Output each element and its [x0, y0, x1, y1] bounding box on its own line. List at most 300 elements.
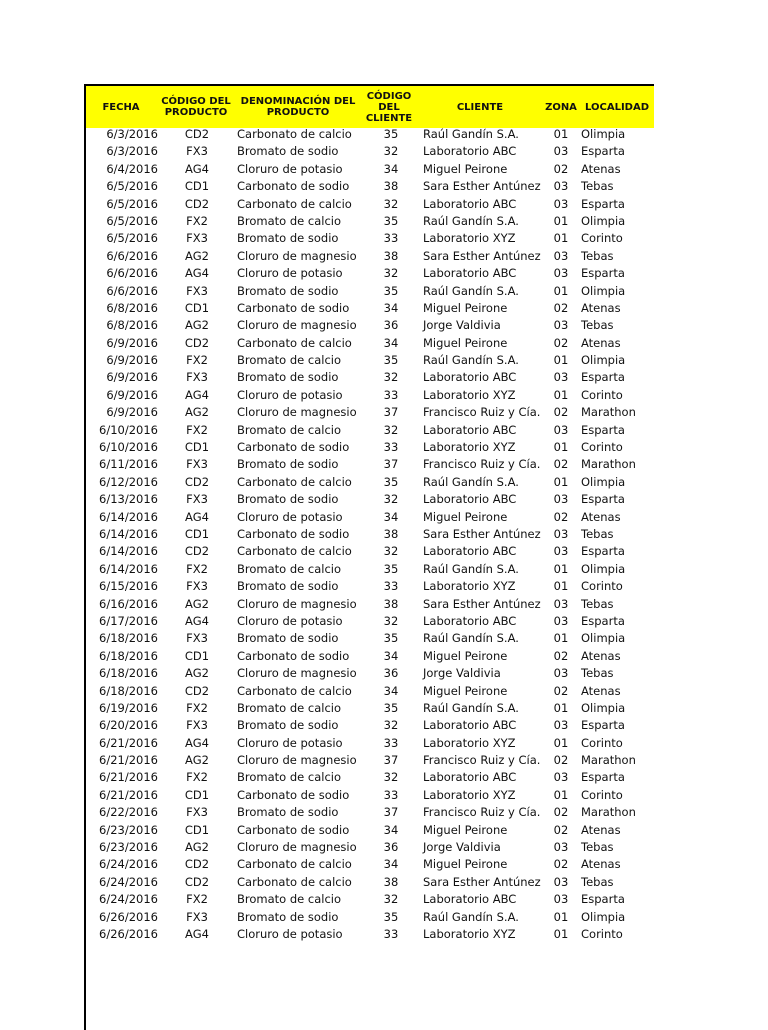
localidad-cell: Tebas	[581, 666, 614, 681]
header-codigo-producto	[156, 86, 236, 128]
codigo-producto-cell: CD2	[184, 683, 210, 698]
localidad-cell: Corinto	[581, 579, 623, 594]
fecha-cell: 6/22/2016	[99, 805, 158, 820]
cliente-cell: Laboratorio ABC	[423, 266, 517, 281]
localidad-cell: Olimpia	[581, 700, 626, 715]
cliente-cell: Sara Esther Antúnez	[423, 596, 541, 611]
denominacion-cell: Bromato de sodio	[237, 370, 339, 385]
codigo-producto-cell: CD1	[184, 440, 210, 455]
zona-cell: 03	[553, 266, 569, 281]
codigo-cliente-cell: 34	[383, 335, 399, 350]
denominacion-cell: Carbonato de sodio	[237, 440, 350, 455]
cliente-cell: Laboratorio ABC	[423, 770, 517, 785]
zona-cell: 01	[553, 909, 569, 924]
localidad-cell: Atenas	[581, 509, 621, 524]
denominacion-cell: Bromato de sodio	[237, 492, 339, 507]
table-row	[86, 369, 656, 386]
zona-cell: 03	[553, 248, 569, 263]
zona-cell: 02	[553, 857, 569, 872]
codigo-cliente-cell: 35	[383, 127, 399, 141]
codigo-producto-cell: AG4	[185, 735, 209, 750]
cliente-cell: Laboratorio ABC	[423, 370, 517, 385]
cliente-cell: Laboratorio XYZ	[423, 579, 516, 594]
table-row	[86, 909, 656, 926]
fecha-cell: 6/11/2016	[99, 457, 158, 472]
codigo-producto-cell: FX3	[186, 805, 208, 820]
fecha-cell: 6/9/2016	[106, 405, 158, 420]
zona-cell: 02	[553, 805, 569, 820]
denominacion-cell: Carbonato de calcio	[237, 335, 352, 350]
codigo-cliente-cell: 33	[383, 787, 399, 802]
table-row	[86, 352, 656, 369]
fecha-cell: 6/6/2016	[106, 248, 158, 263]
zona-cell: 03	[553, 613, 569, 628]
table-row	[86, 752, 656, 769]
localidad-cell: Esparta	[581, 492, 625, 507]
table-row	[86, 804, 656, 821]
zona-cell: 02	[553, 405, 569, 420]
codigo-producto-cell: CD2	[184, 544, 210, 559]
cliente-cell: Miguel Peirone	[423, 300, 508, 315]
denominacion-cell: Cloruro de magnesio	[237, 248, 357, 263]
table-row	[86, 509, 656, 526]
table-row	[86, 439, 656, 456]
zona-cell: 03	[553, 596, 569, 611]
header-fecha: FECHA	[102, 101, 140, 113]
codigo-cliente-cell: 36	[383, 666, 399, 681]
codigo-producto-cell: AG2	[185, 596, 209, 611]
codigo-cliente-cell: 35	[383, 353, 399, 368]
table-row	[86, 317, 656, 334]
table-row	[86, 630, 656, 647]
codigo-producto-cell: FX2	[186, 892, 208, 907]
localidad-cell: Tebas	[581, 874, 614, 889]
codigo-producto-cell: CD1	[184, 526, 210, 541]
fecha-cell: 6/15/2016	[99, 579, 158, 594]
zona-cell: 03	[553, 892, 569, 907]
table-row	[86, 874, 656, 891]
codigo-producto-cell: FX3	[186, 631, 208, 646]
fecha-cell: 6/3/2016	[106, 127, 158, 141]
codigo-cliente-cell: 37	[383, 805, 399, 820]
fecha-cell: 6/23/2016	[99, 840, 158, 855]
header-denominacion	[234, 86, 362, 128]
cliente-cell: Miguel Peirone	[423, 822, 508, 837]
localidad-cell: Olimpia	[581, 213, 626, 228]
cliente-cell: Raúl Gandín S.A.	[423, 213, 519, 228]
fecha-cell: 6/14/2016	[99, 561, 158, 576]
codigo-producto-cell: FX2	[186, 353, 208, 368]
denominacion-cell: Carbonato de calcio	[237, 857, 352, 872]
cliente-cell: Laboratorio ABC	[423, 544, 517, 559]
denominacion-cell: Bromato de sodio	[237, 144, 339, 159]
table-row	[86, 474, 656, 491]
zona-cell: 01	[553, 353, 569, 368]
codigo-cliente-cell: 35	[383, 474, 399, 489]
table-row	[86, 283, 656, 300]
denominacion-cell: Cloruro de potasio	[237, 926, 343, 941]
fecha-cell: 6/5/2016	[106, 213, 158, 228]
fecha-cell: 6/9/2016	[106, 335, 158, 350]
codigo-producto-cell: CD2	[184, 857, 210, 872]
codigo-producto-cell: AG2	[185, 405, 209, 420]
zona-cell: 01	[553, 735, 569, 750]
table-row	[86, 822, 656, 839]
codigo-producto-cell: CD2	[184, 127, 210, 141]
localidad-cell: Corinto	[581, 387, 623, 402]
localidad-cell: Olimpia	[581, 474, 626, 489]
table-row	[86, 248, 656, 265]
codigo-producto-cell: FX2	[186, 213, 208, 228]
codigo-cliente-cell: 32	[383, 492, 399, 507]
cliente-cell: Raúl Gandín S.A.	[423, 700, 519, 715]
localidad-cell: Olimpia	[581, 561, 626, 576]
zona-cell: 03	[553, 196, 569, 211]
localidad-cell: Tebas	[581, 318, 614, 333]
table-row	[86, 769, 656, 786]
denominacion-cell: Carbonato de calcio	[237, 683, 352, 698]
zona-cell: 03	[553, 718, 569, 733]
denominacion-cell: Bromato de sodio	[237, 457, 339, 472]
fecha-cell: 6/10/2016	[99, 440, 158, 455]
table-row	[86, 717, 656, 734]
denominacion-cell: Carbonato de sodio	[237, 179, 350, 194]
localidad-cell: Marathon	[581, 405, 636, 420]
codigo-cliente-cell: 32	[383, 144, 399, 159]
zona-cell: 03	[553, 492, 569, 507]
denominacion-cell: Carbonato de calcio	[237, 127, 352, 141]
codigo-cliente-cell: 33	[383, 387, 399, 402]
fecha-cell: 6/13/2016	[99, 492, 158, 507]
localidad-cell: Tebas	[581, 596, 614, 611]
fecha-cell: 6/26/2016	[99, 926, 158, 941]
codigo-producto-cell: CD2	[184, 196, 210, 211]
denominacion-cell: Cloruro de magnesio	[237, 753, 357, 768]
cliente-cell: Laboratorio ABC	[423, 196, 517, 211]
table-left-border	[84, 86, 86, 128]
codigo-producto-cell: CD1	[184, 648, 210, 663]
cliente-cell: Raúl Gandín S.A.	[423, 127, 519, 141]
table-row	[86, 735, 656, 752]
codigo-cliente-cell: 32	[383, 544, 399, 559]
codigo-producto-cell: AG2	[185, 248, 209, 263]
codigo-producto-cell: FX3	[186, 579, 208, 594]
denominacion-cell: Cloruro de potasio	[237, 266, 343, 281]
denominacion-cell: Bromato de calcio	[237, 353, 341, 368]
localidad-cell: Corinto	[581, 787, 623, 802]
localidad-cell: Olimpia	[581, 283, 626, 298]
codigo-cliente-cell: 32	[383, 892, 399, 907]
codigo-cliente-cell: 32	[383, 266, 399, 281]
denominacion-cell: Cloruro de magnesio	[237, 666, 357, 681]
localidad-cell: Atenas	[581, 648, 621, 663]
table-row	[86, 335, 656, 352]
codigo-cliente-cell: 33	[383, 440, 399, 455]
header-localidad: LOCALIDAD	[584, 101, 650, 113]
zona-cell: 01	[553, 787, 569, 802]
codigo-cliente-cell: 34	[383, 161, 399, 176]
table-row	[86, 596, 656, 613]
denominacion-cell: Bromato de calcio	[237, 561, 341, 576]
codigo-cliente-cell: 38	[383, 596, 399, 611]
codigo-cliente-cell: 35	[383, 283, 399, 298]
denominacion-cell: Cloruro de potasio	[237, 613, 343, 628]
localidad-cell: Olimpia	[581, 631, 626, 646]
denominacion-cell: Cloruro de magnesio	[237, 596, 357, 611]
denominacion-cell: Bromato de sodio	[237, 718, 339, 733]
fecha-cell: 6/17/2016	[99, 613, 158, 628]
zona-cell: 01	[553, 474, 569, 489]
table-row	[86, 265, 656, 282]
fecha-cell: 6/24/2016	[99, 874, 158, 889]
cliente-cell: Francisco Ruiz y Cía.	[423, 805, 541, 820]
denominacion-cell: Bromato de sodio	[237, 805, 339, 820]
table-row	[86, 891, 656, 908]
cliente-cell: Laboratorio XYZ	[423, 387, 516, 402]
localidad-cell: Esparta	[581, 144, 625, 159]
codigo-cliente-cell: 32	[383, 370, 399, 385]
cliente-cell: Laboratorio XYZ	[423, 735, 516, 750]
codigo-producto-cell: FX2	[186, 770, 208, 785]
cliente-cell: Laboratorio ABC	[423, 613, 517, 628]
fecha-cell: 6/21/2016	[99, 753, 158, 768]
codigo-producto-cell: FX3	[186, 492, 208, 507]
zona-cell: 03	[553, 840, 569, 855]
localidad-cell: Atenas	[581, 857, 621, 872]
fecha-cell: 6/5/2016	[106, 179, 158, 194]
codigo-producto-cell: CD2	[184, 874, 210, 889]
fecha-cell: 6/16/2016	[99, 596, 158, 611]
cliente-cell: Francisco Ruiz y Cía.	[423, 457, 541, 472]
codigo-cliente-cell: 34	[383, 857, 399, 872]
zona-cell: 01	[553, 213, 569, 228]
codigo-producto-cell: AG2	[185, 753, 209, 768]
header-codigo-producto-line1: CÓDIGO DEL	[161, 96, 231, 107]
cliente-cell: Francisco Ruiz y Cía.	[423, 753, 541, 768]
zona-cell: 03	[553, 422, 569, 437]
table-row	[86, 926, 656, 943]
cliente-cell: Jorge Valdivia	[423, 666, 501, 681]
localidad-cell: Olimpia	[581, 353, 626, 368]
cliente-cell: Laboratorio ABC	[423, 492, 517, 507]
header-codigo-cliente-line3: CLIENTE	[365, 112, 413, 124]
cliente-cell: Laboratorio ABC	[423, 718, 517, 733]
cliente-cell: Miguel Peirone	[423, 683, 508, 698]
cliente-cell: Miguel Peirone	[423, 648, 508, 663]
codigo-cliente-cell: 38	[383, 248, 399, 263]
localidad-cell: Marathon	[581, 805, 636, 820]
fecha-cell: 6/24/2016	[99, 892, 158, 907]
zona-cell: 01	[553, 283, 569, 298]
table-row	[86, 161, 656, 178]
localidad-cell: Esparta	[581, 892, 625, 907]
denominacion-cell: Carbonato de sodio	[237, 787, 350, 802]
cliente-cell: Sara Esther Antúnez	[423, 526, 541, 541]
codigo-cliente-cell: 37	[383, 753, 399, 768]
localidad-cell: Corinto	[581, 231, 623, 246]
table-row	[86, 856, 656, 873]
denominacion-cell: Bromato de sodio	[237, 579, 339, 594]
zona-cell: 02	[553, 753, 569, 768]
fecha-cell: 6/10/2016	[99, 422, 158, 437]
header-zona: ZONA	[545, 101, 577, 113]
cliente-cell: Laboratorio XYZ	[423, 926, 516, 941]
codigo-producto-cell: CD2	[184, 474, 210, 489]
header-codigo-producto-line2: PRODUCTO	[164, 107, 228, 118]
codigo-cliente-cell: 32	[383, 770, 399, 785]
codigo-producto-cell: CD1	[184, 787, 210, 802]
cliente-cell: Raúl Gandín S.A.	[423, 353, 519, 368]
zona-cell: 03	[553, 666, 569, 681]
table-row	[86, 526, 656, 543]
table-row	[86, 491, 656, 508]
fecha-cell: 6/9/2016	[106, 370, 158, 385]
zona-cell: 03	[553, 770, 569, 785]
header-cliente: CLIENTE	[456, 101, 504, 113]
zona-cell: 02	[553, 509, 569, 524]
zona-cell: 01	[553, 926, 569, 941]
denominacion-cell: Cloruro de magnesio	[237, 840, 357, 855]
table-row	[86, 613, 656, 630]
table-row	[86, 143, 656, 160]
fecha-cell: 6/5/2016	[106, 196, 158, 211]
localidad-cell: Esparta	[581, 370, 625, 385]
zona-cell: 03	[553, 144, 569, 159]
codigo-cliente-cell: 34	[383, 683, 399, 698]
fecha-cell: 6/21/2016	[99, 735, 158, 750]
localidad-cell: Marathon	[581, 753, 636, 768]
cliente-cell: Francisco Ruiz y Cía.	[423, 405, 541, 420]
cliente-cell: Raúl Gandín S.A.	[423, 909, 519, 924]
denominacion-cell: Cloruro de potasio	[237, 387, 343, 402]
header-codigo-cliente	[356, 86, 422, 128]
table-row	[86, 543, 656, 560]
table-row	[86, 404, 656, 421]
codigo-cliente-cell: 32	[383, 196, 399, 211]
codigo-cliente-cell: 32	[383, 422, 399, 437]
codigo-producto-cell: FX3	[186, 457, 208, 472]
codigo-cliente-cell: 34	[383, 648, 399, 663]
codigo-producto-cell: FX2	[186, 561, 208, 576]
codigo-cliente-cell: 34	[383, 509, 399, 524]
fecha-cell: 6/4/2016	[106, 161, 158, 176]
denominacion-cell: Bromato de calcio	[237, 422, 341, 437]
cliente-cell: Miguel Peirone	[423, 335, 508, 350]
codigo-cliente-cell: 35	[383, 561, 399, 576]
table-row	[86, 300, 656, 317]
cliente-cell: Laboratorio ABC	[423, 144, 517, 159]
codigo-producto-cell: AG4	[185, 613, 209, 628]
codigo-producto-cell: FX3	[186, 231, 208, 246]
localidad-cell: Atenas	[581, 161, 621, 176]
fecha-cell: 6/6/2016	[106, 266, 158, 281]
zona-cell: 02	[553, 161, 569, 176]
zona-cell: 03	[553, 526, 569, 541]
denominacion-cell: Bromato de sodio	[237, 909, 339, 924]
fecha-cell: 6/21/2016	[99, 770, 158, 785]
codigo-producto-cell: AG4	[185, 387, 209, 402]
fecha-cell: 6/8/2016	[106, 318, 158, 333]
codigo-cliente-cell: 33	[383, 231, 399, 246]
codigo-cliente-cell: 34	[383, 300, 399, 315]
denominacion-cell: Carbonato de calcio	[237, 196, 352, 211]
localidad-cell: Tebas	[581, 248, 614, 263]
codigo-cliente-cell: 35	[383, 213, 399, 228]
header-codigo-cliente-line2: DEL	[378, 101, 400, 113]
table-row	[86, 839, 656, 856]
sales-table	[84, 84, 654, 941]
codigo-producto-cell: FX2	[186, 700, 208, 715]
cliente-cell: Sara Esther Antúnez	[423, 179, 541, 194]
denominacion-cell: Bromato de calcio	[237, 770, 341, 785]
codigo-cliente-cell: 33	[383, 926, 399, 941]
cliente-cell: Miguel Peirone	[423, 857, 508, 872]
table-row	[86, 683, 656, 700]
cliente-cell: Miguel Peirone	[423, 509, 508, 524]
zona-cell: 03	[553, 370, 569, 385]
codigo-producto-cell: FX3	[186, 144, 208, 159]
denominacion-cell: Carbonato de sodio	[237, 648, 350, 663]
cliente-cell: Sara Esther Antúnez	[423, 874, 541, 889]
localidad-cell: Esparta	[581, 266, 625, 281]
codigo-producto-cell: CD2	[184, 335, 210, 350]
cliente-cell: Laboratorio XYZ	[423, 231, 516, 246]
zona-cell: 01	[553, 440, 569, 455]
localidad-cell: Esparta	[581, 544, 625, 559]
table-row	[86, 700, 656, 717]
zona-cell: 02	[553, 300, 569, 315]
codigo-cliente-cell: 33	[383, 579, 399, 594]
header-denominacion-line1: DENOMINACIÓN DEL	[240, 96, 356, 107]
fecha-cell: 6/6/2016	[106, 283, 158, 298]
localidad-cell: Olimpia	[581, 909, 626, 924]
table-row	[86, 456, 656, 473]
localidad-cell: Esparta	[581, 770, 625, 785]
zona-cell: 02	[553, 683, 569, 698]
codigo-cliente-cell: 33	[383, 735, 399, 750]
denominacion-cell: Bromato de sodio	[237, 283, 339, 298]
codigo-cliente-cell: 36	[383, 840, 399, 855]
codigo-cliente-cell: 32	[383, 718, 399, 733]
table-row	[86, 787, 656, 804]
denominacion-cell: Carbonato de calcio	[237, 474, 352, 489]
fecha-cell: 6/18/2016	[99, 683, 158, 698]
fecha-cell: 6/19/2016	[99, 700, 158, 715]
fecha-cell: 6/9/2016	[106, 387, 158, 402]
localidad-cell: Olimpia	[581, 127, 626, 141]
localidad-cell: Tebas	[581, 526, 614, 541]
cliente-cell: Raúl Gandín S.A.	[423, 631, 519, 646]
localidad-cell: Atenas	[581, 300, 621, 315]
codigo-producto-cell: FX3	[186, 370, 208, 385]
codigo-cliente-cell: 36	[383, 318, 399, 333]
table-row	[86, 422, 656, 439]
localidad-cell: Tebas	[581, 840, 614, 855]
table-row	[86, 561, 656, 578]
cliente-cell: Jorge Valdivia	[423, 840, 501, 855]
zona-cell: 02	[553, 335, 569, 350]
zona-cell: 01	[553, 231, 569, 246]
table-row	[86, 387, 656, 404]
fecha-cell: 6/18/2016	[99, 666, 158, 681]
localidad-cell: Esparta	[581, 613, 625, 628]
fecha-cell: 6/20/2016	[99, 718, 158, 733]
localidad-cell: Atenas	[581, 822, 621, 837]
codigo-producto-cell: FX3	[186, 718, 208, 733]
denominacion-cell: Carbonato de sodio	[237, 526, 350, 541]
denominacion-cell: Cloruro de magnesio	[237, 318, 357, 333]
codigo-producto-cell: AG4	[185, 161, 209, 176]
